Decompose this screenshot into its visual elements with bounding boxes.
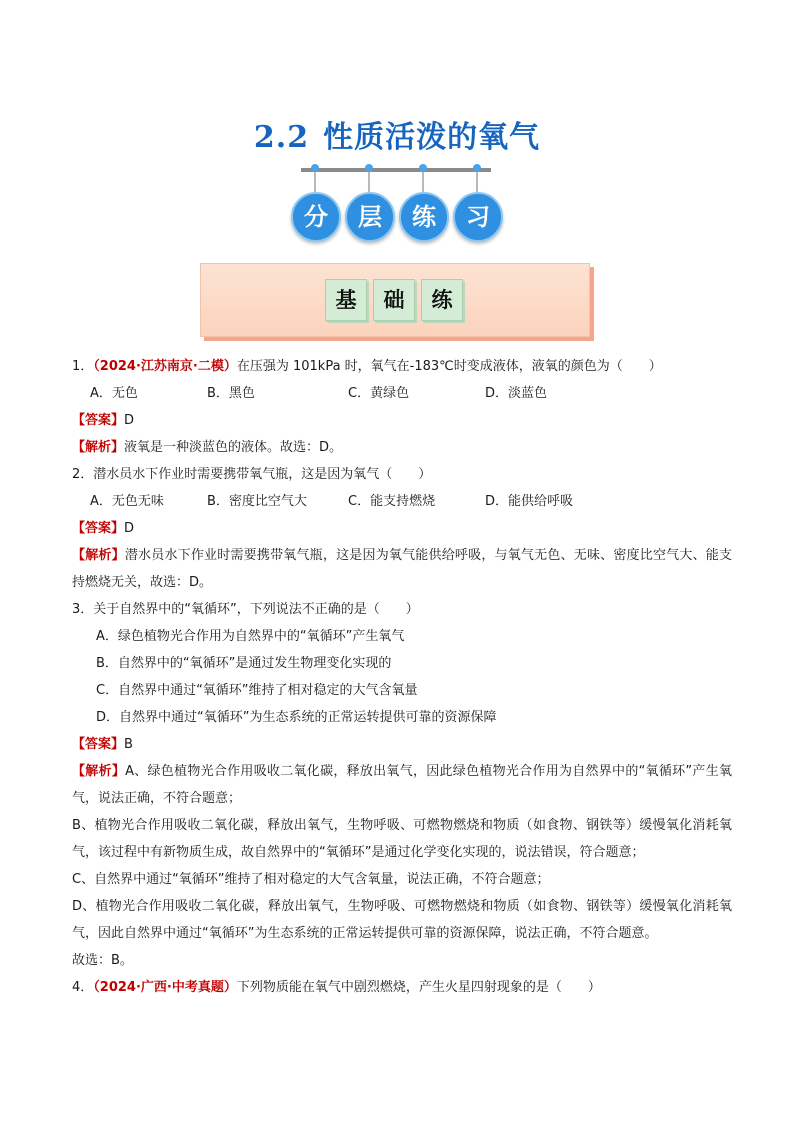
- analysis-c: C、自然界中通过“氧循环”维持了相对稳定的大气含氧量，说法正确，不符合题意；: [72, 872, 550, 887]
- option: A．无色无味: [90, 494, 164, 509]
- badge-hanger: [368, 166, 370, 192]
- question-2: 2．潜水员水下作业时需要携带氧气瓶，这是因为氧气（ ）: [72, 467, 432, 482]
- section-number: 2.2: [253, 120, 310, 155]
- analysis: 【解析】A、绿色植物光合作用吸收二氧化碳，释放出氧气，因此绿色植物光合作用为自然界中的“氧循环”产生氧气，说法正确，不符合题意；: [72, 764, 732, 806]
- option: B．密度比空气大: [207, 494, 307, 509]
- answer: 【答案】D: [72, 521, 135, 536]
- conclusion: 故选：B。: [72, 953, 133, 968]
- analysis: 【解析】液氧是一种淡蓝色的液体。故选：D。: [72, 440, 343, 455]
- question-2-options: [72, 488, 732, 515]
- question-4: 4．（2024·广西·中考真题）下列物质能在氧气中剧烈燃烧，产生火星四射现象的是（ ）: [72, 980, 601, 995]
- question-1: 1．（2024·江苏南京·二模）在压强为 101kPa 时，氧气在-183℃时变成液体，液氧的颜色为（ ）: [72, 359, 662, 374]
- option: A．无色: [90, 386, 138, 401]
- question-source: （2024·广西·中考真题）: [93, 980, 237, 995]
- badge-fen: 分: [291, 192, 341, 242]
- option: B．黑色: [207, 386, 255, 401]
- section-label-ji: 基: [325, 279, 367, 321]
- badge-ceng: 层: [345, 192, 395, 242]
- badge-hanger: [476, 166, 478, 192]
- option: D．淡蓝色: [485, 386, 548, 401]
- option: C．黄绿色: [348, 386, 410, 401]
- question-source: （2024·江苏南京·二模）: [93, 359, 237, 374]
- badge-hanger: [422, 166, 424, 192]
- section-label-lian: 练: [421, 279, 463, 321]
- badge-lian: 练: [399, 192, 449, 242]
- analysis-b: B、植物光合作用吸收二氧化碳，释放出氧气，生物呼吸、可燃物燃烧和物质（如食物、钢铁等）缓慢氧化消耗氧气，该过程中有新物质生成，故自然界中的“氧循环”是通过化学变化实现的，说法错误，符合题意；: [72, 818, 732, 860]
- section-label-chu: 础: [373, 279, 415, 321]
- analysis-d: D、植物光合作用吸收二氧化碳，释放出氧气，生物呼吸、可燃物燃烧和物质（如食物、钢铁等）缓慢氧化消耗氧气，因此自然界中通过“氧循环”为生态系统的正常运转提供可靠的资源保障，说法正确，不符合题意。: [72, 899, 732, 941]
- answer: 【答案】B: [72, 737, 133, 752]
- analysis: 【解析】潜水员水下作业时需要携带氧气瓶，这是因为氧气能供给呼吸，与氧气无色、无味、密度比空气大、能支持燃烧无关，故选：D。: [72, 548, 732, 590]
- question-list: [72, 353, 732, 1001]
- page-title: [0, 112, 794, 156]
- option: C．自然界中通过“氧循环”维持了相对稳定的大气含氧量: [96, 683, 418, 698]
- answer: 【答案】D: [72, 413, 135, 428]
- badge-xi: 习: [453, 192, 503, 242]
- section-title: 性质活泼的氧气: [323, 120, 541, 155]
- question-3: 3．关于自然界中的“氧循环”，下列说法不正确的是（ ）: [72, 602, 419, 617]
- badge-hanger: [314, 166, 316, 192]
- question-1-options: [72, 380, 732, 407]
- option: D．能供给呼吸: [485, 494, 574, 509]
- badge-rail: [301, 168, 491, 172]
- option: A．绿色植物光合作用为自然界中的“氧循环”产生氧气: [96, 629, 405, 644]
- option: D．自然界中通过“氧循环”为生态系统的正常运转提供可靠的资源保障: [96, 710, 497, 725]
- option: B．自然界中的“氧循环”是通过发生物理变化实现的: [96, 656, 392, 671]
- option: C．能支持燃烧: [348, 494, 436, 509]
